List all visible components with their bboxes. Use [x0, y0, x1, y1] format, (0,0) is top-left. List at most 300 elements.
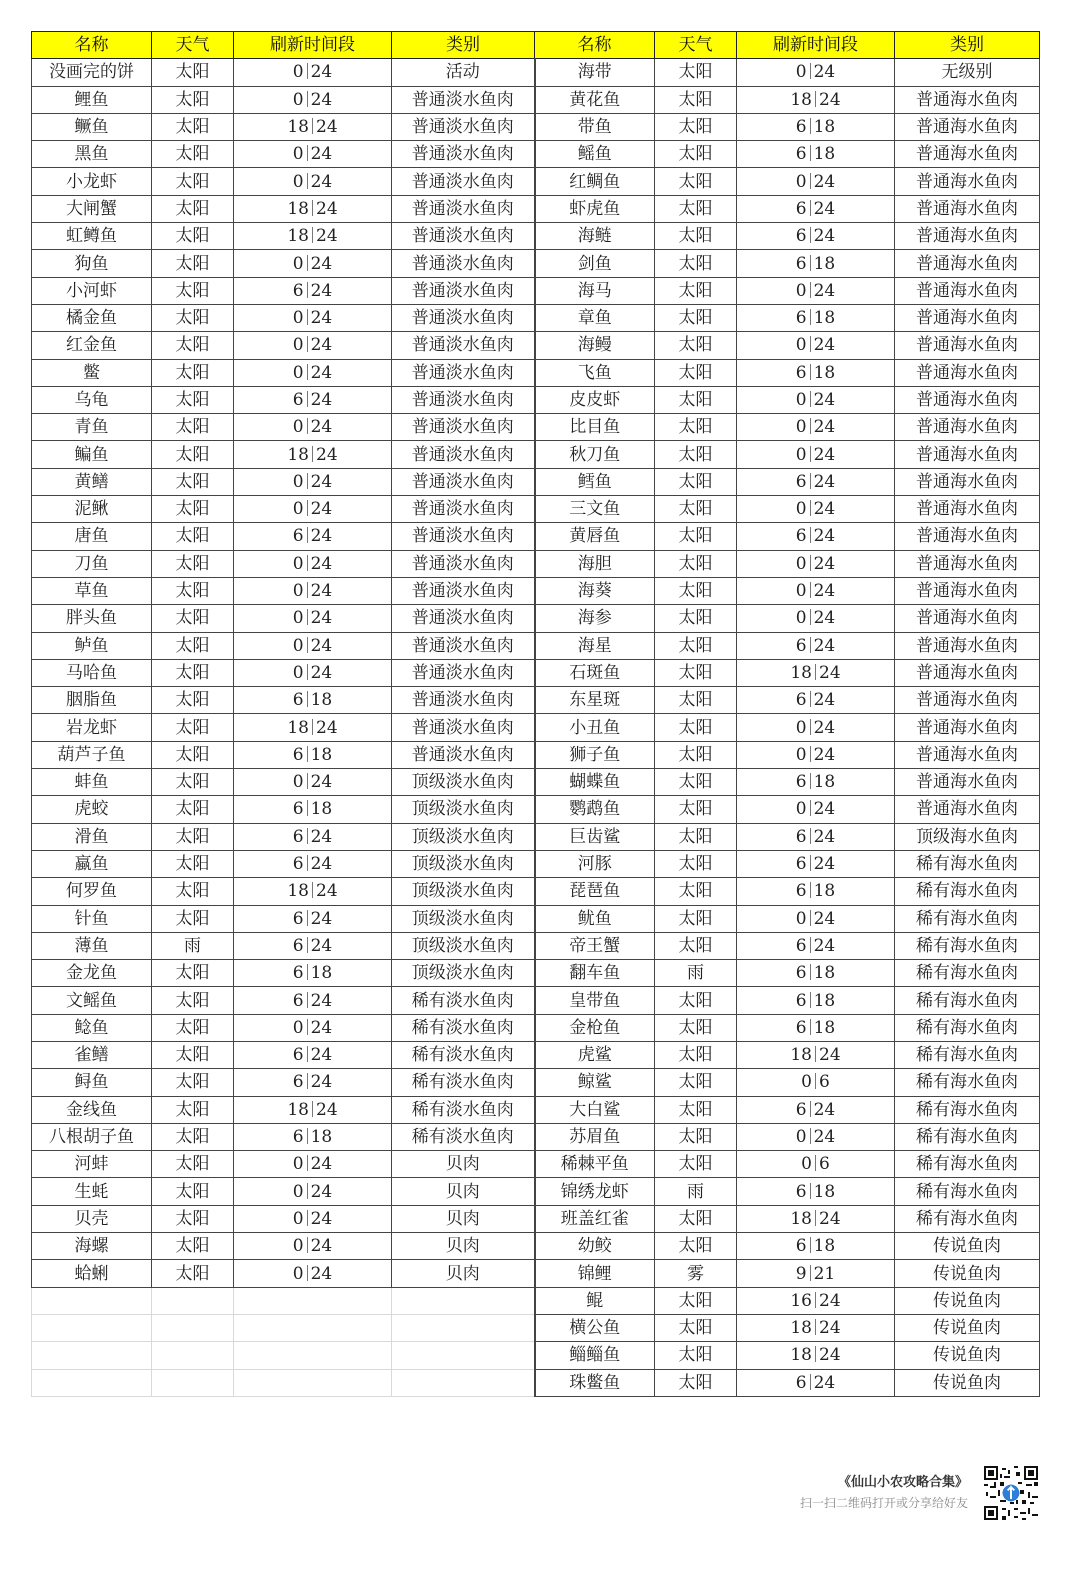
left-fish-name: 贝壳	[32, 1205, 152, 1232]
table-row	[32, 1041, 1040, 1068]
right-category: 普通海水鱼肉	[895, 113, 1040, 140]
right-category: 普通海水鱼肉	[895, 304, 1040, 331]
time-start: 0	[292, 144, 304, 165]
right-fish-name: 飞鱼	[535, 359, 655, 386]
time-separator	[810, 828, 811, 844]
table-row	[32, 1069, 1040, 1096]
time-separator	[307, 691, 308, 707]
time-separator	[815, 1319, 816, 1335]
right-fish-name: 河豚	[535, 850, 655, 877]
left-fish-name: 虎蛟	[32, 796, 152, 823]
time-start: 6	[292, 390, 304, 410]
left-refresh-time	[234, 550, 392, 577]
left-empty-cell	[32, 1314, 152, 1341]
left-fish-name: 鳖	[32, 359, 152, 386]
right-weather: 太阳	[655, 1069, 737, 1096]
right-category: 稀有海水鱼肉	[895, 878, 1040, 905]
left-category: 普通淡水鱼肉	[392, 113, 535, 140]
time-end: 24	[813, 608, 836, 629]
left-fish-name: 唐鱼	[32, 523, 152, 550]
left-weather: 太阳	[152, 769, 234, 796]
right-weather: 太阳	[655, 1342, 737, 1369]
left-fish-name: 蛤蜊	[32, 1260, 152, 1287]
right-weather: 太阳	[655, 1233, 737, 1260]
left-weather: 太阳	[152, 1069, 234, 1096]
table-row	[32, 468, 1040, 495]
left-fish-name: 乌龟	[32, 386, 152, 413]
time-separator	[307, 173, 308, 189]
right-weather: 太阳	[655, 250, 737, 277]
right-weather: 雨	[655, 1178, 737, 1205]
left-category: 普通淡水鱼肉	[392, 550, 535, 577]
left-fish-name: 葫芦子鱼	[32, 741, 152, 768]
time-end: 24	[310, 471, 333, 492]
time-start: 0	[292, 62, 304, 83]
right-weather: 雨	[655, 960, 737, 987]
time-end: 18	[813, 117, 836, 138]
right-weather: 太阳	[655, 468, 737, 495]
left-weather: 太阳	[152, 1096, 234, 1123]
time-start: 18	[790, 1345, 812, 1366]
left-empty-cell	[234, 1314, 392, 1341]
left-refresh-time	[234, 987, 392, 1014]
time-separator	[810, 937, 811, 953]
time-start: 6	[292, 744, 304, 765]
time-end: 24	[310, 362, 333, 383]
time-separator	[810, 746, 811, 762]
time-end: 24	[813, 935, 836, 956]
time-end: 24	[813, 717, 836, 738]
left-refresh-time	[234, 277, 392, 304]
left-fish-name: 黄鳝	[32, 468, 152, 495]
time-end: 24	[813, 226, 836, 247]
left-weather: 太阳	[152, 550, 234, 577]
left-fish-name: 黑鱼	[32, 141, 152, 168]
time-end: 18	[813, 1236, 836, 1257]
time-separator	[307, 527, 308, 543]
time-end: 24	[316, 717, 338, 738]
left-category: 普通淡水鱼肉	[392, 250, 535, 277]
left-weather: 太阳	[152, 577, 234, 604]
table-row	[32, 195, 1040, 222]
left-refresh-time	[234, 905, 392, 932]
footer-subtitle: 扫一扫二维码打开或分享给好友	[799, 1496, 968, 1510]
time-end: 24	[819, 662, 841, 683]
left-category: 顶级淡水鱼肉	[392, 769, 535, 796]
time-end: 24	[813, 1372, 836, 1393]
left-refresh-time	[234, 577, 392, 604]
time-start: 0	[795, 799, 807, 820]
time-separator	[810, 118, 811, 134]
right-refresh-time	[737, 605, 895, 632]
right-refresh-time	[737, 905, 895, 932]
table-row	[32, 1151, 1040, 1178]
right-refresh-time	[737, 1069, 895, 1096]
time-start: 6	[292, 280, 304, 301]
right-refresh-time	[737, 960, 895, 987]
left-category: 普通淡水鱼肉	[392, 332, 535, 359]
left-weather: 太阳	[152, 987, 234, 1014]
right-refresh-time	[737, 687, 895, 714]
time-start: 0	[795, 390, 807, 410]
time-separator	[307, 1183, 308, 1199]
left-fish-name: 狗鱼	[32, 250, 152, 277]
time-end: 24	[813, 471, 836, 492]
table-row	[32, 1205, 1040, 1232]
time-separator	[815, 1155, 816, 1171]
time-end: 24	[813, 335, 836, 356]
time-separator	[810, 173, 811, 189]
left-empty-cell	[392, 1342, 535, 1369]
time-separator	[307, 145, 308, 161]
right-fish-name: 鹦鹉鱼	[535, 796, 655, 823]
left-refresh-time	[234, 1041, 392, 1068]
table-row	[32, 632, 1040, 659]
time-end: 18	[310, 799, 333, 820]
time-separator	[312, 227, 313, 243]
time-separator	[312, 719, 313, 735]
right-category: 稀有海水鱼肉	[895, 850, 1040, 877]
time-start: 18	[790, 1318, 812, 1339]
left-weather: 太阳	[152, 605, 234, 632]
time-separator	[312, 1101, 313, 1117]
left-fish-name: 大闸蟹	[32, 195, 152, 222]
right-category: 普通海水鱼肉	[895, 659, 1040, 686]
time-end: 24	[813, 799, 836, 820]
left-fish-name: 鳊鱼	[32, 441, 152, 468]
time-end: 24	[813, 1127, 836, 1148]
time-end: 24	[819, 1290, 841, 1311]
left-category: 普通淡水鱼肉	[392, 359, 535, 386]
table-row	[32, 523, 1040, 550]
header-time-right: 刷新时间段	[737, 32, 895, 59]
left-category: 普通淡水鱼肉	[392, 577, 535, 604]
left-category: 普通淡水鱼肉	[392, 687, 535, 714]
header-category-left: 类别	[392, 32, 535, 59]
time-separator	[810, 855, 811, 871]
right-refresh-time	[737, 577, 895, 604]
left-fish-name: 鲤鱼	[32, 86, 152, 113]
left-weather: 太阳	[152, 304, 234, 331]
time-separator	[307, 1128, 308, 1144]
right-weather: 太阳	[655, 796, 737, 823]
left-fish-name: 红金鱼	[32, 332, 152, 359]
right-fish-name: 海鲢	[535, 223, 655, 250]
time-end: 24	[813, 171, 836, 192]
time-separator	[810, 227, 811, 243]
header-weather-left: 天气	[152, 32, 234, 59]
time-separator	[810, 1101, 811, 1117]
left-fish-name: 海螺	[32, 1233, 152, 1260]
left-fish-name: 蠃鱼	[32, 850, 152, 877]
right-weather: 太阳	[655, 223, 737, 250]
left-weather: 太阳	[152, 223, 234, 250]
left-empty-cell	[392, 1314, 535, 1341]
left-category: 稀有淡水鱼肉	[392, 1069, 535, 1096]
time-separator	[307, 828, 308, 844]
right-refresh-time	[737, 86, 895, 113]
right-weather: 太阳	[655, 277, 737, 304]
right-fish-name: 比目鱼	[535, 414, 655, 441]
time-separator	[810, 336, 811, 352]
left-weather: 太阳	[152, 359, 234, 386]
left-fish-name: 雀鳝	[32, 1041, 152, 1068]
time-separator	[810, 255, 811, 271]
right-weather: 太阳	[655, 141, 737, 168]
right-fish-name: 幼鲛	[535, 1233, 655, 1260]
time-start: 0	[795, 280, 807, 301]
right-weather: 太阳	[655, 687, 737, 714]
table-row	[32, 741, 1040, 768]
right-fish-name: 黄花鱼	[535, 86, 655, 113]
left-fish-name: 金龙鱼	[32, 960, 152, 987]
left-fish-name: 虹鳟鱼	[32, 223, 152, 250]
time-start: 0	[795, 908, 807, 929]
time-end: 24	[310, 144, 333, 165]
right-fish-name: 带鱼	[535, 113, 655, 140]
right-refresh-time	[737, 796, 895, 823]
time-end: 24	[819, 1345, 841, 1366]
left-refresh-time	[234, 59, 392, 86]
right-category: 普通海水鱼肉	[895, 577, 1040, 604]
qr-code-icon[interactable]	[984, 1466, 1038, 1520]
time-separator	[810, 1128, 811, 1144]
table-row	[32, 59, 1040, 86]
time-end: 24	[316, 1099, 338, 1120]
time-start: 0	[795, 1127, 807, 1148]
time-separator	[810, 882, 811, 898]
time-start: 6	[795, 935, 807, 956]
right-weather: 太阳	[655, 1151, 737, 1178]
right-fish-name: 海葵	[535, 577, 655, 604]
time-end: 24	[310, 62, 333, 83]
time-start: 0	[801, 1072, 812, 1093]
right-refresh-time	[737, 1096, 895, 1123]
left-fish-name: 泥鳅	[32, 496, 152, 523]
left-category: 顶级淡水鱼肉	[392, 878, 535, 905]
left-fish-name: 何罗鱼	[32, 878, 152, 905]
time-end: 24	[310, 1236, 333, 1257]
right-fish-name: 鳐鱼	[535, 141, 655, 168]
time-start: 0	[801, 1154, 812, 1175]
right-fish-name: 狮子鱼	[535, 741, 655, 768]
time-end: 24	[813, 826, 836, 847]
left-refresh-time	[234, 1123, 392, 1150]
left-weather: 太阳	[152, 714, 234, 741]
table-row	[32, 714, 1040, 741]
time-end: 24	[813, 553, 836, 574]
left-category: 顶级淡水鱼肉	[392, 823, 535, 850]
left-empty-cell	[32, 1369, 152, 1396]
time-end: 24	[310, 662, 333, 683]
left-category: 普通淡水鱼肉	[392, 277, 535, 304]
table-row	[32, 1123, 1040, 1150]
left-weather: 太阳	[152, 1260, 234, 1287]
time-end: 24	[310, 499, 333, 520]
table-row	[32, 1014, 1040, 1041]
right-fish-name: 黄唇鱼	[535, 523, 655, 550]
time-end: 24	[310, 990, 333, 1011]
time-separator	[810, 446, 811, 462]
table-row	[32, 796, 1040, 823]
left-category: 顶级淡水鱼肉	[392, 850, 535, 877]
table-row	[32, 823, 1040, 850]
time-start: 6	[292, 963, 304, 984]
time-start: 18	[287, 226, 309, 247]
footer	[800, 1471, 968, 1511]
right-refresh-time	[737, 741, 895, 768]
right-category: 稀有海水鱼肉	[895, 1151, 1040, 1178]
time-start: 16	[790, 1290, 812, 1311]
time-separator	[815, 91, 816, 107]
time-end: 24	[310, 89, 333, 110]
header-name-right: 名称	[535, 32, 655, 59]
time-start: 0	[292, 1236, 304, 1257]
right-fish-name: 锦鲤	[535, 1260, 655, 1287]
right-weather: 太阳	[655, 332, 737, 359]
time-separator	[815, 1073, 816, 1089]
right-refresh-time	[737, 195, 895, 222]
time-end: 24	[310, 854, 333, 875]
right-fish-name: 鲲	[535, 1287, 655, 1314]
right-category: 普通海水鱼肉	[895, 605, 1040, 632]
left-fish-name: 八根胡子鱼	[32, 1123, 152, 1150]
left-fish-name: 岩龙虾	[32, 714, 152, 741]
right-category: 传说鱼肉	[895, 1233, 1040, 1260]
left-refresh-time	[234, 195, 392, 222]
header-time-left: 刷新时间段	[234, 32, 392, 59]
left-category: 顶级淡水鱼肉	[392, 796, 535, 823]
time-separator	[810, 1237, 811, 1253]
left-category: 普通淡水鱼肉	[392, 414, 535, 441]
left-weather: 太阳	[152, 796, 234, 823]
time-end: 24	[310, 308, 333, 329]
left-refresh-time	[234, 714, 392, 741]
left-refresh-time	[234, 1096, 392, 1123]
left-refresh-time	[234, 523, 392, 550]
right-fish-name: 蝴蝶鱼	[535, 769, 655, 796]
right-weather: 太阳	[655, 1041, 737, 1068]
right-category: 稀有海水鱼肉	[895, 905, 1040, 932]
time-separator	[810, 1019, 811, 1035]
right-weather: 太阳	[655, 850, 737, 877]
left-fish-name: 文鳐鱼	[32, 987, 152, 1014]
time-end: 24	[310, 335, 333, 356]
left-refresh-time	[234, 468, 392, 495]
footer-title: 《仙山小农攻略合集》	[837, 1474, 968, 1489]
time-start: 0	[292, 635, 304, 656]
time-start: 0	[292, 553, 304, 574]
left-fish-name: 胭脂鱼	[32, 687, 152, 714]
time-start: 6	[795, 1099, 807, 1120]
time-start: 6	[795, 198, 807, 219]
right-fish-name: 横公鱼	[535, 1314, 655, 1341]
right-refresh-time	[737, 277, 895, 304]
right-fish-name: 东星斑	[535, 687, 655, 714]
right-category: 传说鱼肉	[895, 1260, 1040, 1287]
left-weather: 太阳	[152, 1014, 234, 1041]
right-refresh-time	[737, 141, 895, 168]
time-separator	[810, 582, 811, 598]
right-fish-name: 章鱼	[535, 304, 655, 331]
time-start: 6	[292, 526, 304, 547]
right-category: 普通海水鱼肉	[895, 468, 1040, 495]
right-fish-name: 剑鱼	[535, 250, 655, 277]
table-row	[32, 168, 1040, 195]
time-start: 6	[795, 1236, 807, 1257]
time-separator	[307, 800, 308, 816]
right-refresh-time	[737, 168, 895, 195]
left-weather: 太阳	[152, 905, 234, 932]
right-category: 普通海水鱼肉	[895, 714, 1040, 741]
time-end: 24	[316, 117, 338, 138]
right-weather: 太阳	[655, 878, 737, 905]
right-refresh-time	[737, 659, 895, 686]
right-weather: 太阳	[655, 1014, 737, 1041]
left-weather: 太阳	[152, 1233, 234, 1260]
right-fish-name: 鳕鱼	[535, 468, 655, 495]
time-end: 24	[316, 444, 338, 465]
time-start: 18	[287, 198, 309, 219]
time-start: 6	[292, 935, 304, 956]
right-weather: 太阳	[655, 1287, 737, 1314]
table-row	[32, 359, 1040, 386]
time-separator	[307, 1265, 308, 1281]
right-fish-name: 金枪鱼	[535, 1014, 655, 1041]
time-end: 24	[813, 444, 836, 465]
time-end: 18	[310, 744, 333, 765]
right-weather: 太阳	[655, 987, 737, 1014]
time-start: 18	[287, 717, 309, 738]
time-start: 0	[292, 1154, 304, 1175]
time-start: 0	[292, 171, 304, 192]
time-separator	[810, 500, 811, 516]
time-end: 24	[813, 690, 836, 711]
time-end: 24	[310, 935, 333, 956]
right-category: 普通海水鱼肉	[895, 414, 1040, 441]
left-empty-cell	[32, 1342, 152, 1369]
time-end: 24	[310, 1045, 333, 1066]
right-weather: 太阳	[655, 195, 737, 222]
right-weather: 太阳	[655, 714, 737, 741]
right-weather: 太阳	[655, 659, 737, 686]
time-end: 24	[813, 390, 836, 410]
time-separator	[307, 1046, 308, 1062]
time-end: 24	[316, 198, 338, 219]
left-weather: 太阳	[152, 1178, 234, 1205]
right-refresh-time	[737, 250, 895, 277]
left-refresh-time	[234, 441, 392, 468]
table-row	[32, 960, 1040, 987]
left-empty-cell	[152, 1287, 234, 1314]
right-weather: 太阳	[655, 550, 737, 577]
left-fish-name: 河蚌	[32, 1151, 152, 1178]
time-end: 24	[813, 526, 836, 547]
left-refresh-time	[234, 823, 392, 850]
time-start: 6	[795, 144, 807, 165]
left-refresh-time	[234, 223, 392, 250]
right-refresh-time	[737, 1151, 895, 1178]
left-weather: 太阳	[152, 250, 234, 277]
time-separator	[810, 418, 811, 434]
time-separator	[307, 937, 308, 953]
time-end: 24	[813, 854, 836, 875]
time-separator	[810, 637, 811, 653]
left-fish-name: 青鱼	[32, 414, 152, 441]
right-category: 普通海水鱼肉	[895, 632, 1040, 659]
time-separator	[810, 200, 811, 216]
left-refresh-time	[234, 1205, 392, 1232]
